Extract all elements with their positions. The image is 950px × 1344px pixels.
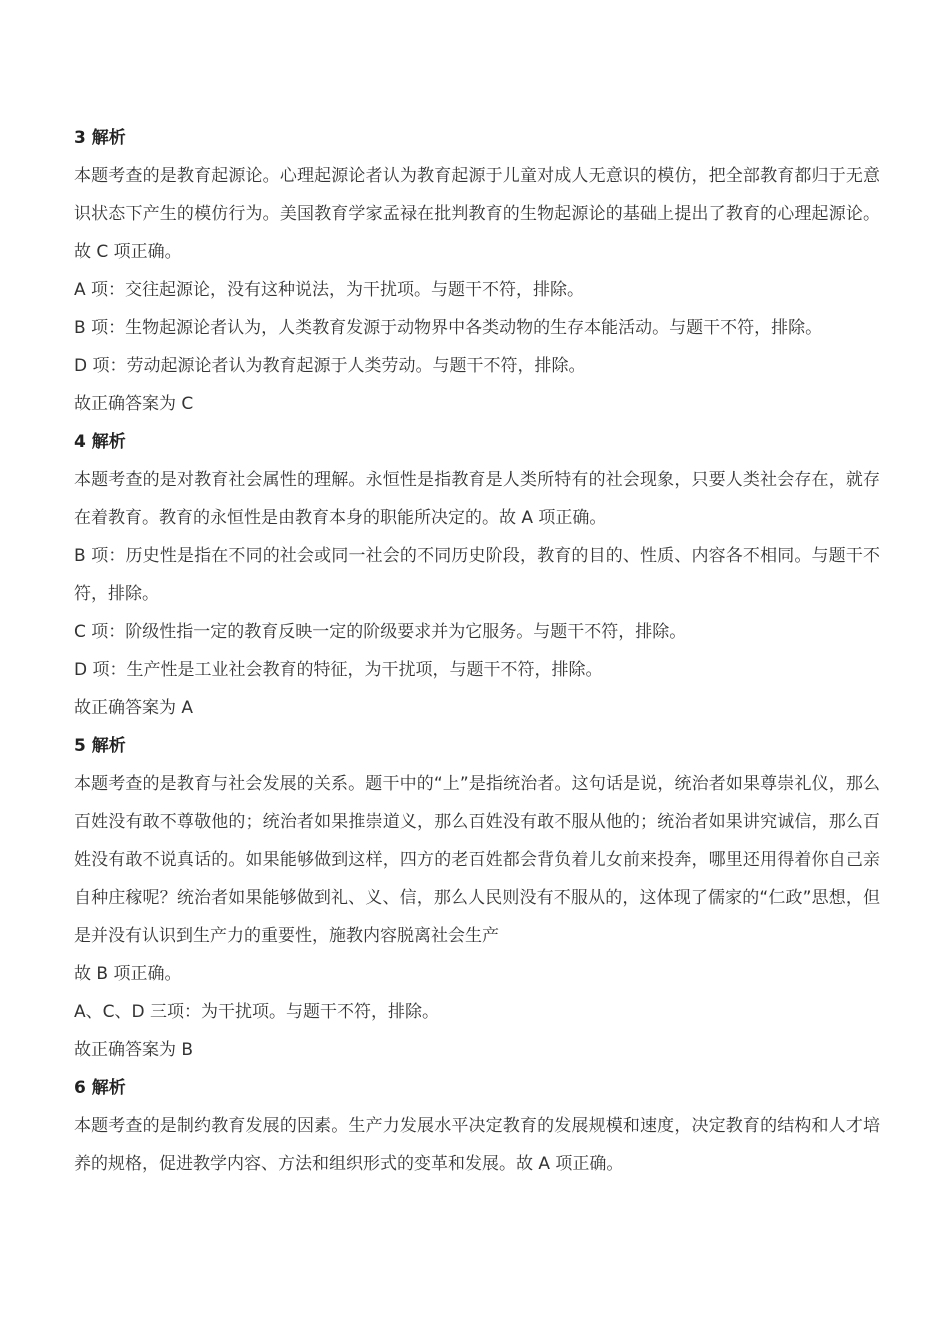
section-6-heading: 6 解析 bbox=[74, 1078, 126, 1098]
section-3-answer: 故正确答案为 C bbox=[74, 394, 194, 414]
section-5-heading: 5 解析 bbox=[74, 736, 126, 756]
section-6-intro: 本题考查的是制约教育发展的因素。生产力发展水平决定教育的发展规模和速度，决定教育的结构和人才培养的规格，促进教学内容、方法和组织形式的变革和发展。故 A 项正确。 bbox=[74, 1116, 880, 1174]
section-5-other-options: A、C、D 三项：为干扰项。与题干不符，排除。 bbox=[74, 1002, 439, 1022]
section-3-option-a: A 项：交往起源论，没有这种说法，为干扰项。与题干不符，排除。 bbox=[74, 280, 585, 300]
section-5-answer: 故正确答案为 B bbox=[74, 1040, 194, 1060]
section-4-answer: 故正确答案为 A bbox=[74, 698, 194, 718]
section-3-option-b: B 项：生物起源论者认为，人类教育发源于动物界中各类动物的生存本能活动。与题干不符，排除。 bbox=[74, 318, 823, 338]
section-4-option-c: C 项：阶级性指一定的教育反映一定的阶级要求并为它服务。与题干不符，排除。 bbox=[74, 622, 687, 642]
section-4-option-d: D 项：生产性是工业社会教育的特征，为干扰项，与题干不符，排除。 bbox=[74, 660, 603, 680]
document-page bbox=[74, 119, 880, 1183]
section-3-intro: 本题考查的是教育起源论。心理起源论者认为教育起源于儿童对成人无意识的模仿，把全部教育都归于无意识状态下产生的模仿行为。美国教育学家孟禄在批判教育的生物起源论的基础上提出了教育的心理起源论。故 C 项正确。 bbox=[74, 166, 880, 262]
section-4-option-b: B 项：历史性是指在不同的社会或同一社会的不同历史阶段，教育的目的、性质、内容各不相同。与题干不符，排除。 bbox=[74, 546, 880, 604]
section-4-heading: 4 解析 bbox=[74, 432, 126, 452]
section-3-heading: 3 解析 bbox=[74, 128, 126, 148]
section-5-intro: 本题考查的是教育与社会发展的关系。题干中的“上”是指统治者。这句话是说，统治者如果尊崇礼仪，那么百姓没有敢不尊敬他的；统治者如果推崇道义，那么百姓没有敢不服从他的；统治者如果讲究诚信，那么百姓没有敢不说真话的。如果能够做到这样，四方的老百姓都会背负着儿女前来投奔，哪里还用得着你自己亲自种庄稼呢？统治者如果能够做到礼、义、信，那么人民则没有不服从的，这体现了儒家的“仁政”思想，但是并没有认识到生产力的重要性，施教内容脱离社会生产 bbox=[74, 774, 880, 946]
section-5-correct: 故 B 项正确。 bbox=[74, 964, 182, 984]
section-4-intro: 本题考查的是对教育社会属性的理解。永恒性是指教育是人类所特有的社会现象，只要人类社会存在，就存在着教育。教育的永恒性是由教育本身的职能所决定的。故 A 项正确。 bbox=[74, 470, 880, 528]
section-3-option-d: D 项：劳动起源论者认为教育起源于人类劳动。与题干不符，排除。 bbox=[74, 356, 586, 376]
